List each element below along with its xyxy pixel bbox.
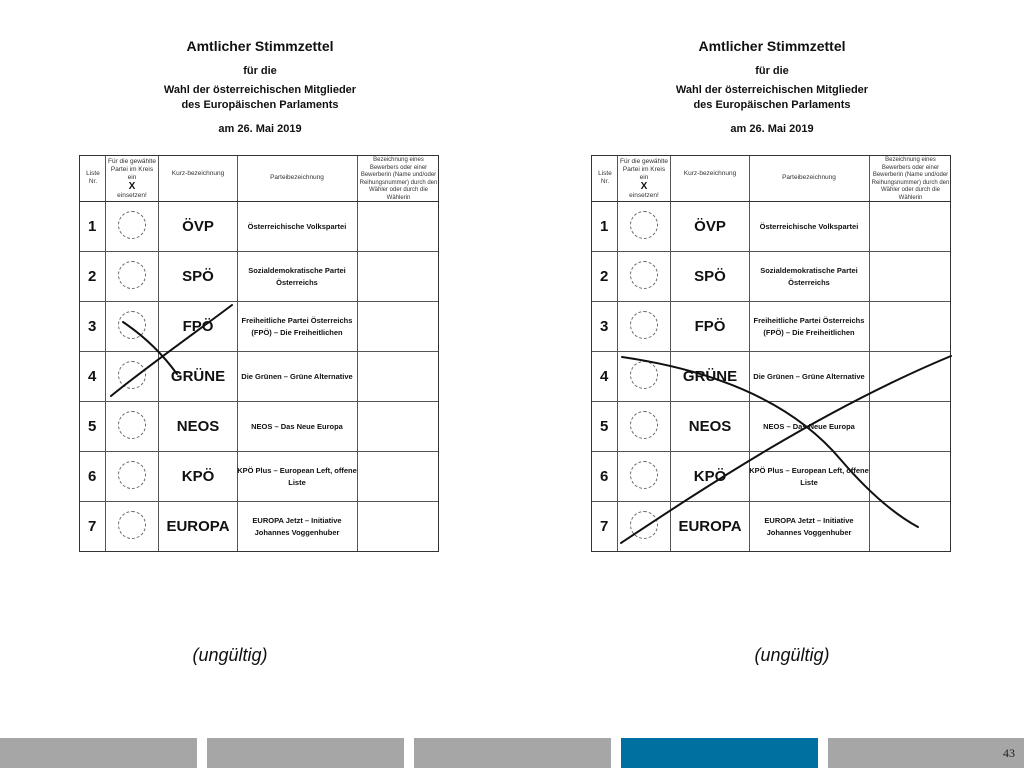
vote-circle (118, 211, 146, 239)
footer-segment-2 (207, 738, 404, 768)
vote-circle (118, 361, 146, 389)
ballot-row-2 (592, 252, 952, 302)
party-short-name: ÖVP (694, 218, 726, 235)
ballot-row-4 (592, 352, 952, 402)
header-short: Kurz-bezeichnung (683, 170, 737, 177)
party-name: EUROPA Jetzt – Initiative Johannes Voggenhuber (764, 516, 854, 537)
header-choose-end: einsetzen! (117, 192, 147, 199)
party-short-name: NEOS (176, 418, 220, 435)
party-name: Freiheitliche Partei Österreichs (FPÖ) – Die Freiheitlichen (753, 316, 865, 337)
footer-segment-5 (828, 738, 1024, 768)
party-name: Die Grünen – Grüne Alternative (753, 372, 865, 381)
list-number: 4 (88, 368, 97, 385)
ballot-row-7 (80, 502, 440, 552)
party-short-name: FPÖ (694, 318, 726, 335)
ballot-row-7 (592, 502, 952, 552)
ballot-subtitle-2: Wahl der österreichischen Mitglieder (675, 84, 869, 96)
ballot-row-3 (80, 302, 440, 352)
party-name: Österreichische Volkspartei (759, 222, 859, 231)
ballot-row-6 (80, 452, 440, 502)
list-number: 2 (600, 268, 609, 285)
party-name: NEOS – Das Neue Europa (251, 422, 343, 431)
ballot-row-2 (80, 252, 440, 302)
party-name: NEOS – Das Neue Europa (763, 422, 855, 431)
header-choose-x: X (640, 181, 648, 192)
header-candidate: Bezeichnung eines Bewerbers oder einer Bewerberin (Name und/oder Reihungsnummer) durch den Wähler oder durch die Wählerin (871, 157, 950, 201)
header-choose-end: einsetzen! (629, 192, 659, 199)
list-number: 1 (600, 218, 609, 235)
ballot-row-6 (592, 452, 952, 502)
ballot-title: Amtlicher Stimmzettel (186, 38, 334, 54)
header-choose-text: Für die gewählte Partei im Kreis ein (107, 158, 157, 181)
ballot-row-4 (80, 352, 440, 402)
ballot-date: am 26. Mai 2019 (218, 123, 302, 135)
ballot-table (79, 155, 439, 552)
ballot-subtitle-1: für die (755, 65, 789, 77)
vote-circle (630, 461, 658, 489)
vote-circle (630, 261, 658, 289)
party-short-name: EUROPA (678, 518, 742, 535)
header-candidate: Bezeichnung eines Bewerbers oder einer Bewerberin (Name und/oder Reihungsnummer) durch den Wähler oder durch die Wählerin (359, 157, 438, 201)
party-short-name: SPÖ (182, 268, 214, 285)
caption-invalid-right: (ungültig) (754, 645, 830, 665)
party-short-name: KPÖ (181, 468, 215, 485)
header-choose (107, 158, 157, 200)
party-short-name: ÖVP (182, 218, 214, 235)
party-name: KPÖ Plus – European Left, offene Liste (237, 466, 357, 487)
ballot-table (591, 155, 951, 552)
ballot-title: Amtlicher Stimmzettel (698, 38, 846, 54)
party-short-name: NEOS (688, 418, 732, 435)
party-name: Österreichische Volkspartei (247, 222, 347, 231)
party-name: Die Grünen – Grüne Alternative (241, 372, 353, 381)
vote-circle (118, 411, 146, 439)
list-number: 3 (88, 318, 97, 335)
header-choose-text: Für die gewählte Partei im Kreis ein (619, 158, 669, 181)
list-number: 7 (88, 518, 97, 535)
party-name: EUROPA Jetzt – Initiative Johannes Voggenhuber (252, 516, 342, 537)
header-choose-x: X (128, 181, 136, 192)
vote-circle (118, 461, 146, 489)
party-short-name: GRÜNE (170, 368, 226, 385)
list-number: 5 (88, 418, 97, 435)
party-name: Sozialdemokratische Partei Österreichs (760, 266, 858, 287)
ballot-row-5 (592, 402, 952, 452)
vote-circle (630, 311, 658, 339)
ballot-subtitle-2: Wahl der österreichischen Mitglieder (163, 84, 357, 96)
caption-invalid-left: (ungültig) (192, 645, 268, 665)
ballot-subtitle-1: für die (243, 65, 277, 77)
vote-circle (118, 261, 146, 289)
ballot-date: am 26. Mai 2019 (730, 123, 814, 135)
header-list-no: Liste Nr. (598, 170, 612, 185)
ballot-row-1 (592, 202, 952, 252)
ballot-row-3 (592, 302, 952, 352)
vote-circle (630, 361, 658, 389)
ballot-row-5 (80, 402, 440, 452)
ballot-subtitle-3: des Europäischen Parlaments (181, 99, 339, 111)
header-choose (619, 158, 669, 200)
ballot-subtitle-3: des Europäischen Parlaments (693, 99, 851, 111)
vote-circle (630, 211, 658, 239)
list-number: 2 (88, 268, 97, 285)
list-number: 6 (600, 468, 609, 485)
footer-segment-active (621, 738, 818, 768)
party-name: Sozialdemokratische Partei Österreichs (248, 266, 346, 287)
list-number: 1 (88, 218, 97, 235)
party-short-name: GRÜNE (682, 368, 738, 385)
header-short: Kurz-bezeichnung (171, 170, 225, 177)
page-number: 43 (1003, 746, 1015, 760)
party-short-name: SPÖ (694, 268, 726, 285)
header-party: Parteibezeichnung (782, 174, 836, 181)
party-short-name: EUROPA (166, 518, 230, 535)
party-name: KPÖ Plus – European Left, offene Liste (749, 466, 869, 487)
party-short-name: KPÖ (693, 468, 727, 485)
vote-circle (630, 511, 658, 539)
list-number: 5 (600, 418, 609, 435)
ballot-row-1 (80, 202, 440, 252)
list-number: 6 (88, 468, 97, 485)
list-number: 3 (600, 318, 609, 335)
party-short-name: FPÖ (182, 318, 214, 335)
header-party: Parteibezeichnung (270, 174, 324, 181)
footer-segment-1 (0, 738, 197, 768)
list-number: 4 (600, 368, 609, 385)
vote-circle (630, 411, 658, 439)
footer-segment-3 (414, 738, 611, 768)
vote-circle (118, 511, 146, 539)
vote-circle (118, 311, 146, 339)
header-list-no: Liste Nr. (86, 170, 100, 185)
party-name: Freiheitliche Partei Österreichs (FPÖ) – Die Freiheitlichen (241, 316, 353, 337)
list-number: 7 (600, 518, 609, 535)
